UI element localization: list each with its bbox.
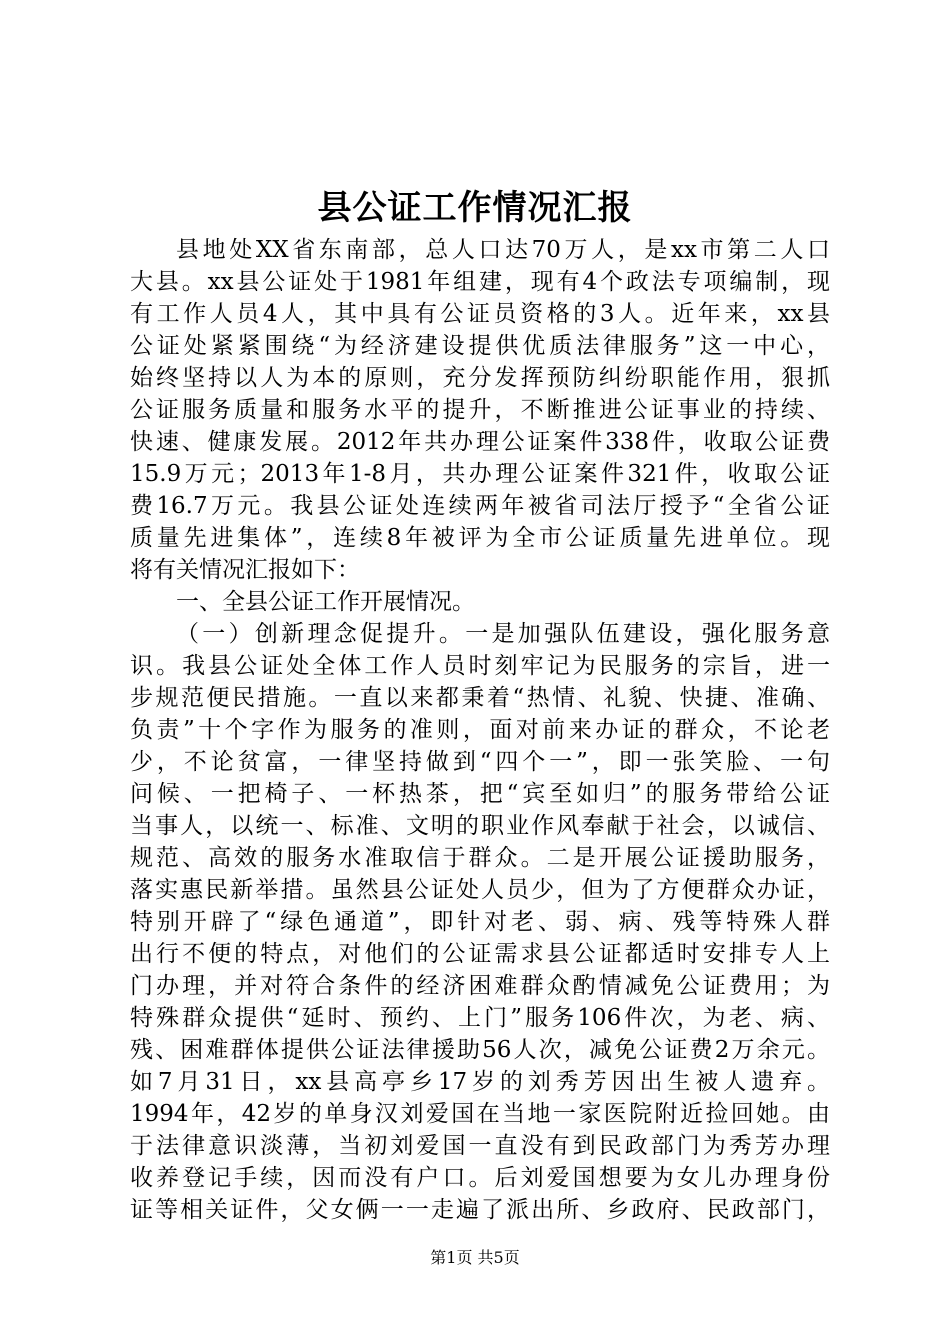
document-title: 县公证工作情况汇报	[317, 188, 633, 228]
body-line: 落实惠民新举措。虽然县公证处人员少，但为了方便群众办证，	[130, 877, 830, 903]
body-line: 收养登记手续，因而没有户口。后刘爱国想要为女儿办理身份	[130, 1165, 830, 1191]
body-line: 门办理，并对符合条件的经济困难群众酌情减免公证费用；为	[130, 973, 830, 999]
body-line: 问候、一把椅子、一杯热茶，把“宾至如归”的服务带给公证	[130, 781, 830, 807]
body-line: 规范、高效的服务水准取信于群众。二是开展公证援助服务，	[130, 845, 830, 871]
body-line: 15.9万元；2013年1-8月，共办理公证案件321件，收取公证	[130, 461, 830, 487]
document-body	[130, 234, 830, 1226]
body-line: 出行不便的特点，对他们的公证需求县公证都适时安排专人上	[130, 941, 830, 967]
body-line: 如7月31日，xx县高亭乡17岁的刘秀芳因出生被人遗弃。	[130, 1069, 830, 1095]
body-line: （一）创新理念促提升。一是加强队伍建设，强化服务意	[176, 621, 830, 647]
body-line: 公证处紧紧围绕“为经济建设提供优质法律服务”这一中心，	[130, 333, 830, 359]
body-line: 大县。xx县公证处于1981年组建，现有4个政法专项编制，现	[130, 269, 830, 295]
body-line: 质量先进集体”，连续8年被评为全市公证质量先进单位。现	[130, 525, 830, 551]
body-line: 有工作人员4人，其中具有公证员资格的3人。近年来，xx县	[130, 301, 830, 327]
body-line: 1994年，42岁的单身汉刘爱国在当地一家医院附近捡回她。由	[130, 1101, 830, 1127]
body-line: 少，不论贫富，一律坚持做到“四个一”，即一张笑脸、一句	[130, 749, 830, 775]
body-line: 县地处XX省东南部，总人口达70万人，是xx市第二人口	[176, 237, 830, 263]
body-line: 特殊群众提供“延时、预约、上门”服务106件次，为老、病、	[130, 1005, 830, 1031]
body-line: 当事人，以统一、标准、文明的职业作风奉献于社会，以诚信、	[130, 813, 830, 839]
body-line: 证等相关证件，父女俩一一走遍了派出所、乡政府、民政部门，	[130, 1197, 830, 1223]
body-line: 负责”十个字作为服务的准则，面对前来办证的群众，不论老	[130, 717, 830, 743]
body-line: 特别开辟了“绿色通道”，即针对老、弱、病、残等特殊人群	[130, 909, 830, 935]
body-line: 步规范便民措施。一直以来都秉着“热情、礼貌、快捷、准确、	[130, 685, 830, 711]
body-line: 将有关情况汇报如下：	[130, 557, 360, 583]
body-line: 公证服务质量和服务水平的提升，不断推进公证事业的持续、	[130, 397, 830, 423]
body-line: 识。我县公证处全体工作人员时刻牢记为民服务的宗旨，进一	[130, 653, 830, 679]
body-line: 费16.7万元。我县公证处连续两年被省司法厅授予“全省公证	[130, 493, 830, 519]
body-line: 残、困难群体提供公证法律援助56人次，减免公证费2万余元。	[130, 1037, 830, 1063]
body-line: 始终坚持以人为本的原则，充分发挥预防纠纷职能作用，狠抓	[130, 365, 830, 391]
body-line: 于法律意识淡薄，当初刘爱国一直没有到民政部门为秀芳办理	[130, 1133, 830, 1159]
body-line: 快速、健康发展。2012年共办理公证案件338件，收取公证费	[130, 429, 830, 455]
page-number-footer: 第1页 共5页	[430, 1248, 520, 1267]
section-heading: 一、全县公证工作开展情况。	[176, 589, 475, 615]
